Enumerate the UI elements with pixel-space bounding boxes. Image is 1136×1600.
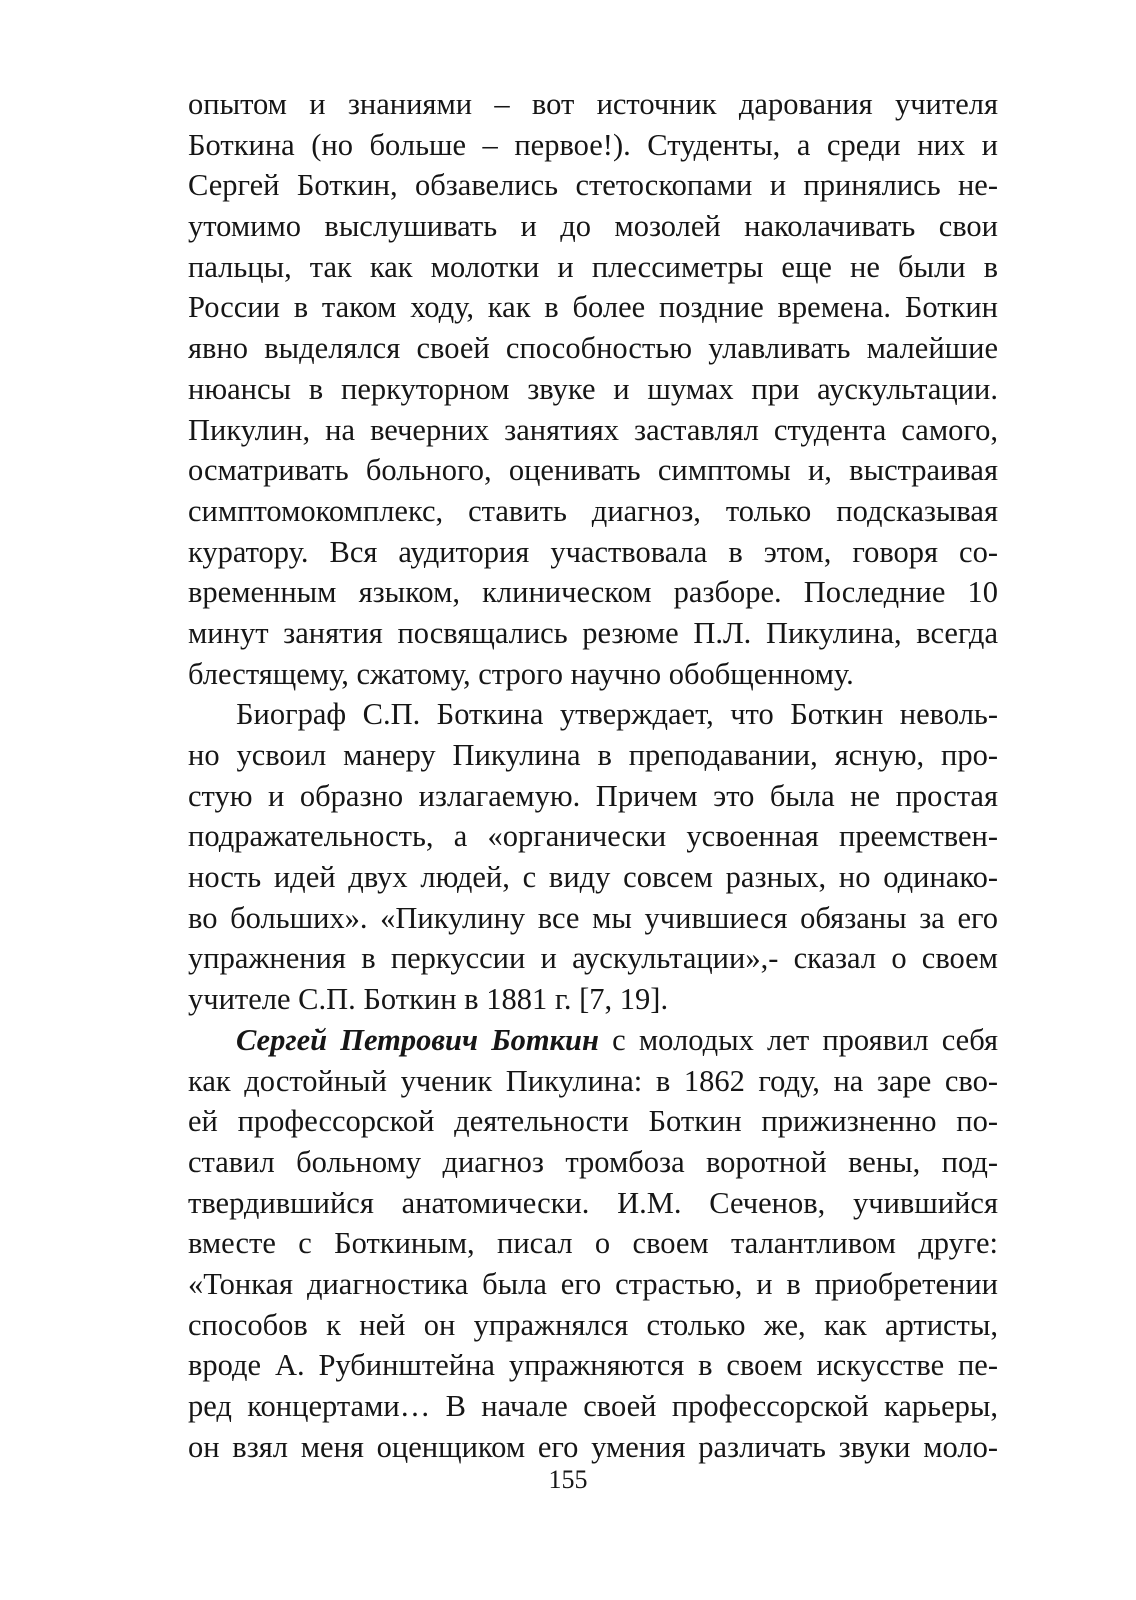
text-line: симптомокомплекс, ставить диагноз, только подсказывая [188, 493, 998, 528]
text-line: упражнения в перкуссии и аускультации»,- сказал о своем [188, 941, 998, 976]
text-line: ставил больному диагноз тромбоза воротной вены, под- [188, 1144, 998, 1179]
text-line: «Тонкая диагностика была его страстью, и в приобретении [188, 1266, 998, 1301]
text-line: учителе С.П. Боткин в 1881 г. [7, 19]. [188, 982, 669, 1017]
text-line: ность идей двух людей, с виду совсем разных, но одинако- [188, 860, 998, 895]
text-line: блестящему, сжатому, строго научно обобщенному. [188, 656, 854, 691]
page-body [188, 84, 998, 1467]
paragraph-3 [188, 1020, 998, 1468]
text-line: России в таком ходу, как в более поздние времена. Боткин [188, 290, 998, 325]
page-number: 155 [548, 1465, 588, 1494]
text-run: с молодых лет проявил себя [598, 1022, 998, 1057]
bold-italic-name: Сергей Петрович Боткин [236, 1022, 599, 1057]
text-line: явно выделялся своей способностью улавливать малейшие [188, 331, 998, 366]
text-line: нюансы в перкуторном звуке и шумах при аускультации. [188, 371, 998, 406]
text-line: твердившийся анатомически. И.М. Сеченов, учившийся [188, 1185, 998, 1220]
text-line: ей профессорской деятельности Боткин прижизненно по- [188, 1104, 998, 1139]
paragraph-2 [188, 694, 998, 1020]
text-line: опытом и знаниями – вот источник дарования учителя [188, 87, 998, 121]
text-line: пальцы, так как молотки и плессиметры еще не были в [188, 249, 998, 284]
text-line: куратору. Вся аудитория участвовала в этом, говоря со- [188, 534, 998, 569]
text-line: временным языком, клиническом разборе. Последние 10 [188, 575, 998, 610]
text-line: как достойный ученик Пикулина: в 1862 году, на заре сво- [188, 1063, 998, 1098]
text-line: но усвоил манеру Пикулина в преподавании, ясную, про- [188, 738, 998, 772]
text-line: Сергей Боткин, обзавелись стетоскопами и принялись не- [188, 168, 998, 203]
paragraph-1 [188, 84, 998, 694]
text-line: Пикулин, на вечерних занятиях заставлял студента самого, [188, 412, 998, 447]
text-line: стую и образно излагаемую. Причем это была не простая [188, 778, 998, 813]
text-line: Биограф С.П. Боткина утверждает, что Боткин неволь- [236, 697, 998, 732]
text-line: утомимо выслушивать и до мозолей наколачивать свои [188, 209, 998, 244]
text-line: во больших». «Пикулину все мы учившиеся обязаны за его [188, 900, 998, 935]
text-line: осматривать больного, оценивать симптомы и, выстраивая [188, 453, 998, 488]
text-line: способов к ней он упражнялся столько же, как артисты, [188, 1307, 998, 1342]
text-line [188, 1020, 998, 1061]
text-line: ред концертами… В начале своей профессорской карьеры, [188, 1389, 998, 1423]
text-line: вроде А. Рубинштейна упражняются в своем искусстве пе- [188, 1348, 998, 1383]
text-line: он взял меня оценщиком его умения различать звуки моло- [188, 1429, 998, 1464]
text-line: подражательность, а «органически усвоенная преемствен- [188, 819, 998, 854]
text-line: Боткина (но больше – первое!). Студенты, а среди них и [188, 127, 998, 162]
text-line: минут занятия посвящались резюме П.Л. Пикулина, всегда [188, 615, 998, 650]
text-line: вместе с Боткиным, писал о своем талантливом друге: [188, 1226, 998, 1261]
